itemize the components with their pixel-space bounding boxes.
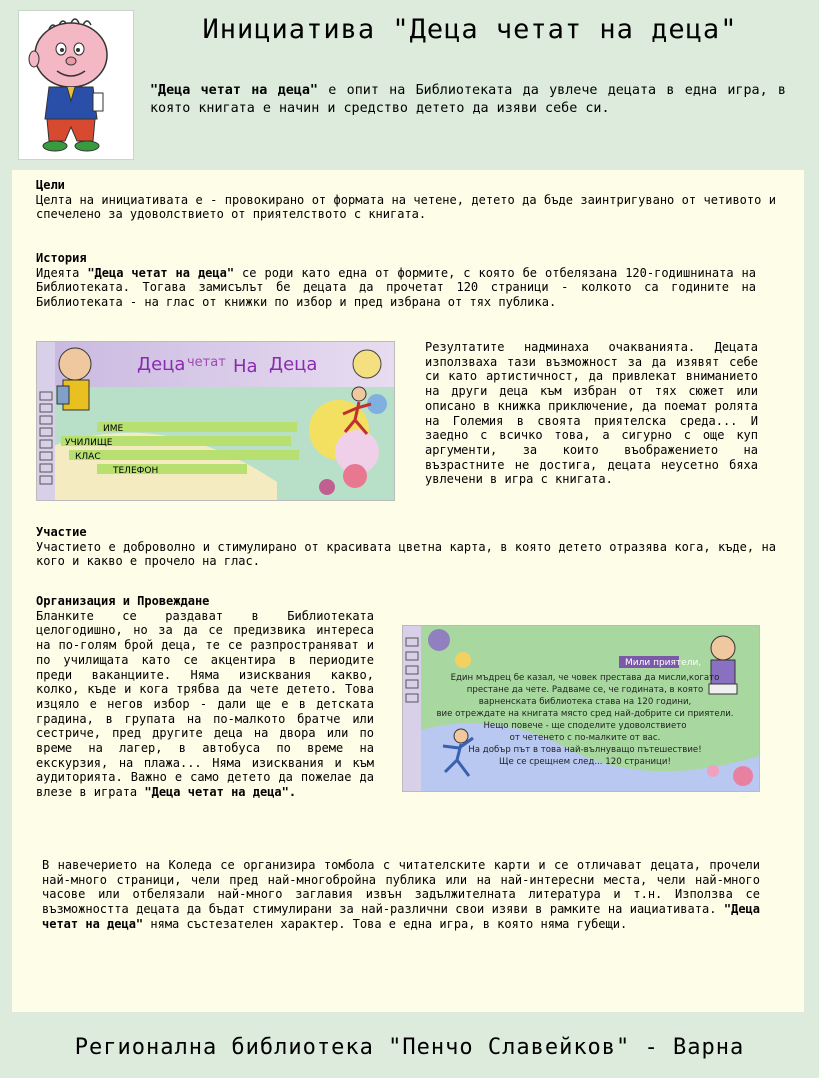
card2-line-4: вие отреждате на книгата място сред най-добрите си приятели. <box>436 709 734 719</box>
card1-title-word4: Деца <box>269 354 318 375</box>
card1-title-word2: четат <box>187 355 226 370</box>
content-panel <box>12 170 804 1012</box>
card2-line-8: Ще се срещнем след... 120 страници! <box>499 757 671 767</box>
intro-text <box>150 82 786 118</box>
card1-field-name: ИМЕ <box>103 424 124 434</box>
card2-line-3: варненската библиотека става на 120 години, <box>478 697 692 707</box>
card2-line-1: Един мъдрец бе казал, че човек престава да мисли,когато <box>450 673 720 683</box>
organization-text <box>36 609 374 800</box>
participation-section <box>36 525 776 569</box>
participation-title: Участие <box>36 525 87 539</box>
history-text-bold: "Деца четат на деца" <box>87 265 235 280</box>
goals-text: Целта на инициативата е - провокирано от формата на четене, детето да бъде заинтригувано от четивото и спечелено за удоволствието от приятелството с книгата. <box>36 192 776 222</box>
card2-line-6: от четенето с по-малките от вас. <box>509 733 661 743</box>
history-text-before: Идеята <box>36 265 88 280</box>
card1-title-word3: На <box>233 356 258 377</box>
history-text <box>36 266 756 310</box>
history-text-after: се роди като една от формите, с която бе отбелязана 120-годишнината на Библиотеката. Тогава замисълът бе децата да прочетат 120 страници - колкото са годините на Библиотеката - на глас от книжки по избор и пред избрана от тях публика. <box>36 265 757 310</box>
cartoon-boy-logo <box>18 10 134 160</box>
organization-section <box>36 594 374 800</box>
page-title: Инициатива "Деца четат на деца" <box>202 14 738 45</box>
closing-text-after: няма състезателен характер. Това е една игра, в която няма губещи. <box>143 916 628 931</box>
card1-field-school: УЧИЛИЩЕ <box>65 438 113 448</box>
results-text: Резултатите надминаха очакванията. Децата използваха тази възможност за да изявят себе си като артистичност, да привлекат вниманието на други деца към избран от тях сюжет или описано в книжка приключение, да поемат ролята на Големия в своята приятелска среда... И заедно с всичко това, а сигурно с още куп аргументи, за които въображението на възрастните не достига, децата неусетно бяха увлечени в игра с книгата. <box>425 340 758 487</box>
page-footer: Регионална библиотека "Пенчо Славейков" - Варна <box>74 1035 745 1060</box>
card1-field-phone: ТЕЛЕФОН <box>113 466 159 476</box>
history-section <box>36 251 756 310</box>
intro-bold: "Деца четат на деца" <box>150 83 318 98</box>
card1-title-word1: Деца <box>137 354 186 375</box>
participation-text: Участието е доброволно и стимулирано от красивата цветна карта, в която детето отразява кога, къде, на кого и какво е прочело на глас. <box>36 539 776 569</box>
history-title: История <box>36 251 87 265</box>
closing-text-before: В навечерието на Коледа се организира томбола с читателските карти и се отличават децата, прочели най-много страници, чели пред най-многобройна публика или на най-интересни места, чели най-много часове или отбелязали най-много заглавия извън задължителната литература и т.н. Използва се възможността децата да бъдат стимулирани за най-различни свои изяви в рамките на иациативата. <box>42 858 760 917</box>
organization-text-bold: "Деца четат на деца". <box>144 785 297 800</box>
goals-section <box>36 178 776 222</box>
intro-rest: е опит на Библиотеката да увлече децата в една игра, в която книгата е начин и средство детето да изяви себе си. <box>150 83 786 116</box>
card2-line-7: На добър път в това най-вълнуващо пътешествие! <box>468 745 702 755</box>
organization-title: Организация и Провеждане <box>36 594 210 608</box>
reader-card-back-image <box>402 625 760 792</box>
reader-card-image <box>36 341 395 501</box>
card1-field-class: КЛАС <box>75 452 101 462</box>
closing-text <box>42 858 760 932</box>
card2-line-5: Нещо повече - ще споделите удоволствието <box>483 721 687 731</box>
card2-greeting: Мили приятели, <box>625 658 702 668</box>
organization-text-body: Бланките се раздават в Библиотеката целогодишно, но за да се предизвика интереса на по-голям брой деца, те се разпространяват и по училищата като се акцентира в периодите преди ваканциите. Няма изисквания какво, колко, къде и кога трябва да чете детето. Това изцяло е негов избор - дали ще е в детската градина, в групата на по-малкото братче или сестриче, пред другите деца на двора или по време на лагер, в автобуса по време на екскурзия, на плажа... Няма изисквания и към аудиторията. Важно е само детето да пожелае да влезе в играта <box>36 608 374 800</box>
closing-text-bold: "Деца четат на деца" <box>42 902 760 931</box>
goals-title: Цели <box>36 178 65 192</box>
page-header <box>0 0 819 170</box>
card2-line-2: престане да чете. Радваме се, че годината, в която <box>466 685 704 695</box>
